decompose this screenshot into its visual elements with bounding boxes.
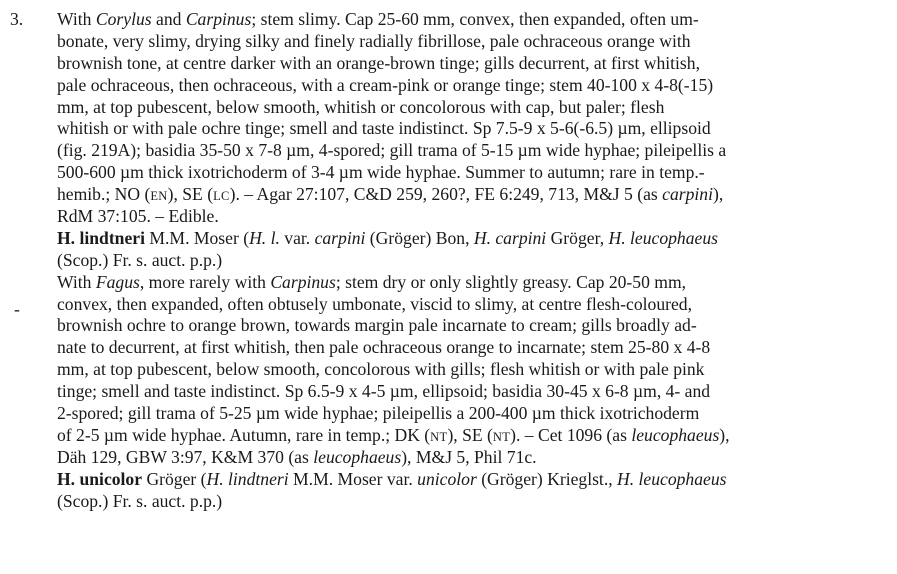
- species-heading-1: H. lindtneri M.M. Moser (H. l. var. carpini (Gröger) Bon, H. carpini Gröger, H. leucophaeus: [57, 227, 718, 248]
- entry1-line-7: (fig. 219A); basidia 35-50 x 7-8 µm, 4-spored; gill trama of 5-15 µm wide hyphae; pileipellis a: [57, 140, 727, 161]
- entry2-line-5: mm, at top pubescent, below smooth, concolorous with gills; flesh whitish or with pale pink: [57, 359, 705, 380]
- couplet-number: 3.: [10, 9, 24, 29]
- redlist-status: NT: [492, 429, 511, 444]
- entry2-line-7: 2-spored; gill trama of 5-25 µm wide hyphae; pileipellis a 200-400 µm thick ixotrichoderm: [57, 403, 700, 424]
- entry1-line-6: whitish or with pale ochre tinge; smell and taste indistinct. Sp 7.5-9 x 5-6(-6.5) µm, ellipsoid: [57, 118, 711, 139]
- species-name: H. lindtneri: [57, 227, 145, 248]
- entry1-line-10: RdM 37:105. – Edible.: [57, 206, 219, 227]
- entry1-line-8: 500-600 µm thick ixotrichoderm of 3-4 µm wide hyphae. Summer to autumn; rare in temp.-: [57, 162, 705, 183]
- entry2-line-3: brownish ochre to orange brown, towards margin pale incarnate to cream; gills broadly ad-: [57, 315, 697, 336]
- entry1-line-2: bonate, very slimy, drying silky and finely radially fibrillose, pale ochraceous orange with: [57, 30, 691, 51]
- entry1-line-1: With Corylus and Carpinus; stem slimy. Cap 25-60 mm, convex, then expanded, often um-: [57, 9, 699, 29]
- entry2-line-8: of 2-5 µm wide hyphae. Autumn, rare in temp.; DK (NT), SE (NT). – Cet 1096 (as leucophaeus),: [57, 424, 730, 445]
- entry1-line-9: hemib.; NO (EN), SE (LC). – Agar 27:107, C&D 259, 260?, FE 6:249, 713, M&J 5 (as carpini),: [57, 184, 724, 205]
- entry1-line-4: pale ochraceous, then ochraceous, with a cream-pink or orange tinge; stem 40-100 x 4-8(-15): [57, 74, 714, 95]
- entry2-line-6: tinge; smell and taste indistinct. Sp 6.5-9 x 4-5 µm, ellipsoid; basidia 30-45 x 6-8 µm, 4- and: [57, 381, 711, 402]
- entry1-line-5: mm, at top pubescent, below smooth, whitish or concolorous with cap, but paler; flesh: [57, 96, 665, 117]
- entry2-line-2: convex, then expanded, often obtusely umbonate, viscid to slimy, at centre flesh-coloured,: [57, 293, 692, 314]
- entry1-line-3: brownish tone, at centre darker with an orange-brown tinge; gills decurrent, at first whitish,: [57, 52, 700, 73]
- redlist-status: EN: [150, 189, 168, 204]
- redlist-status: NT: [430, 429, 448, 444]
- species-heading-2: H. unicolor Gröger (H. lindtneri M.M. Moser var. unicolor (Gröger) Krieglst., H. leucophaeus: [57, 468, 727, 489]
- entry2-line-1: With Fagus, more rarely with Carpinus; stem dry or only slightly greasy. Cap 20-50 mm,: [57, 271, 687, 292]
- species-heading-1-cont: (Scop.) Fr. s. auct. p.p.): [57, 249, 223, 270]
- species-heading-2-cont: (Scop.) Fr. s. auct. p.p.): [57, 490, 223, 511]
- entry2-line-4: nate to decurrent, at first whitish, then pale ochraceous orange to incarnate; stem 25-80 x 4-8: [57, 337, 711, 358]
- couplet-dash: -: [14, 299, 20, 319]
- redlist-status: LC: [213, 189, 230, 204]
- entry2-line-9: Däh 129, GBW 3:97, K&M 370 (as leucophaeus), M&J 5, Phil 71c.: [57, 446, 537, 467]
- key-text: [57, 9, 893, 512]
- species-name: H. unicolor: [57, 468, 143, 489]
